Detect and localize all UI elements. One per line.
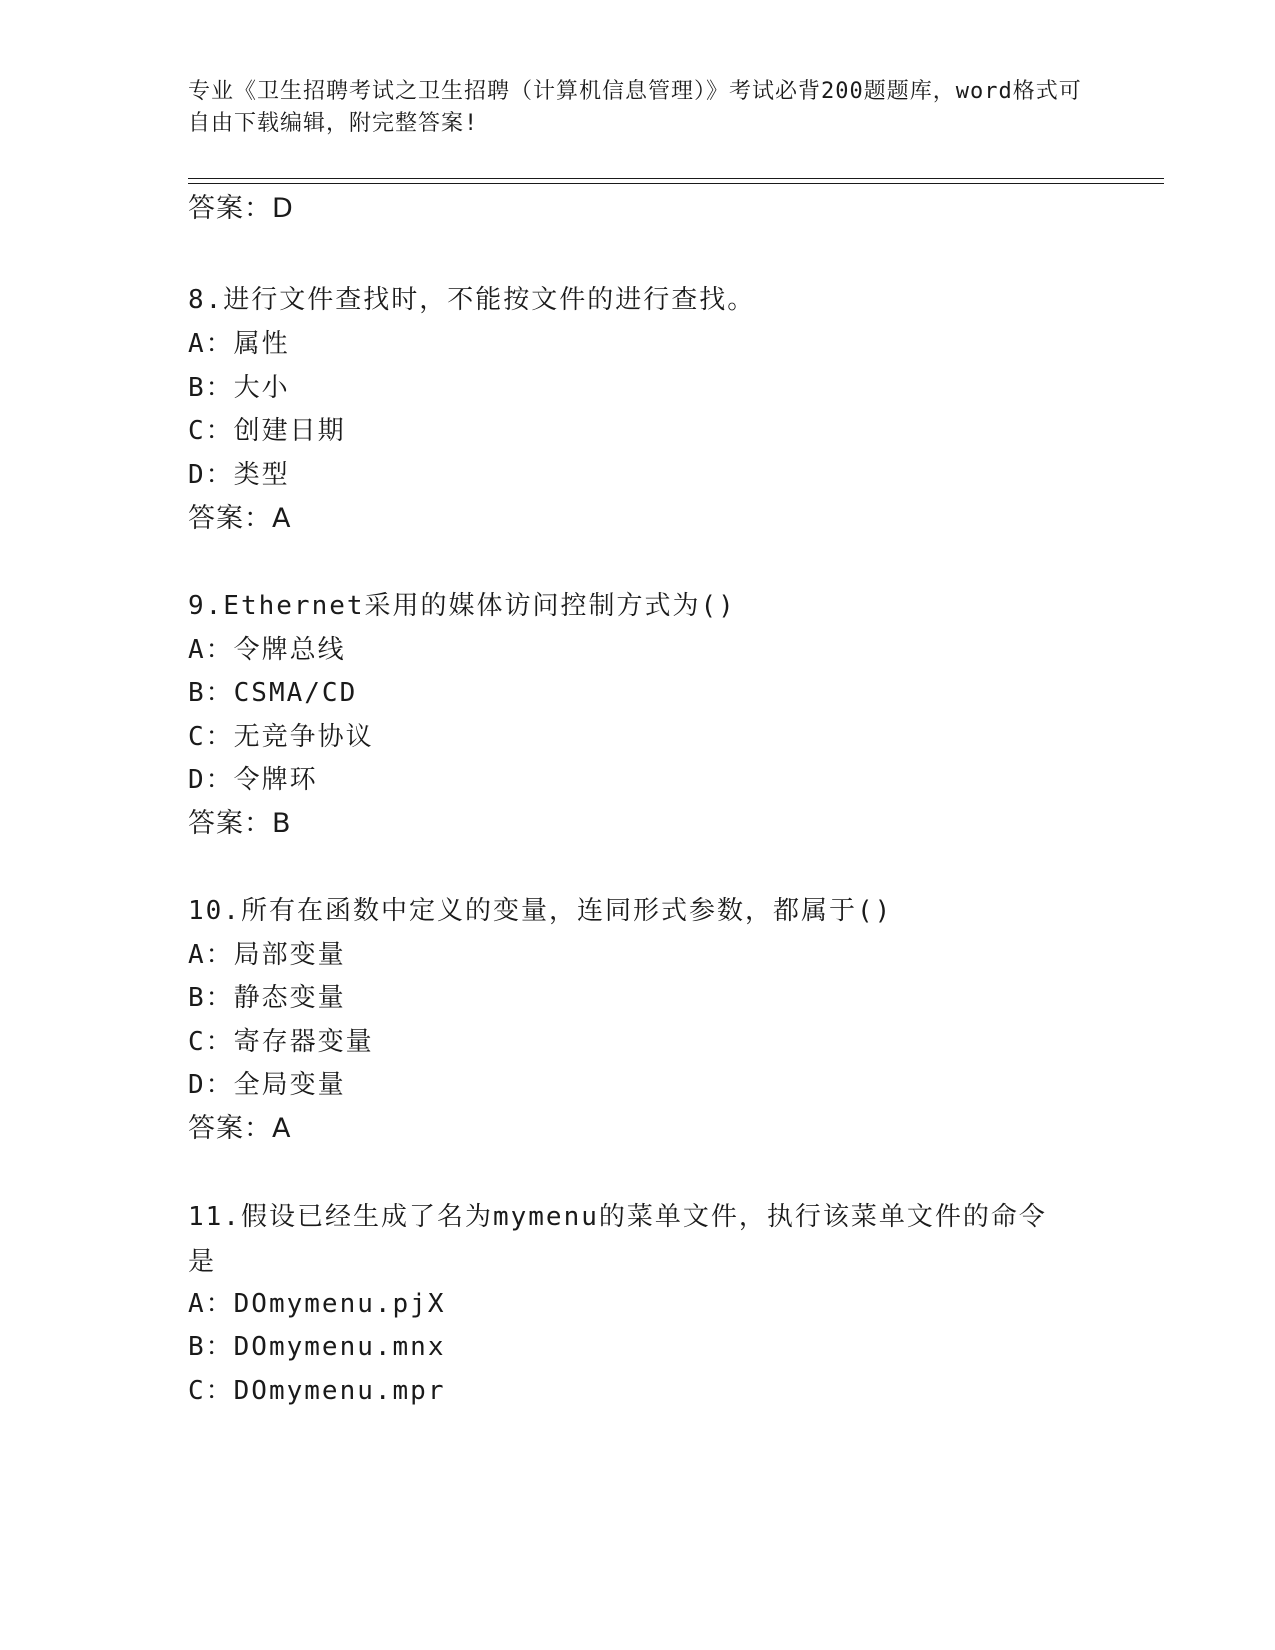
answer-line: 答案：A — [188, 1113, 292, 1144]
option-d: D：类型 — [188, 460, 290, 490]
answer-line: 答案：A — [188, 503, 292, 534]
option-b: B：CSMA/CD — [188, 678, 358, 708]
option-d: D：令牌环 — [188, 765, 318, 795]
option-c: C：寄存器变量 — [188, 1027, 374, 1057]
option-a: A：局部变量 — [188, 940, 346, 970]
answer-line: 答案：B — [188, 808, 292, 839]
option-c: C：DOmymenu.mpr — [188, 1376, 446, 1406]
option-b: B：大小 — [188, 373, 290, 403]
document-header: 专业《卫生招聘考试之卫生招聘（计算机信息管理）》考试必背200题题库，word格式可自由下载编辑，附完整答案! — [188, 79, 1082, 136]
option-b: B：静态变量 — [188, 983, 346, 1013]
option-a: A：令牌总线 — [188, 635, 346, 665]
option-d: D：全局变量 — [188, 1070, 346, 1100]
question-stem: 10.所有在函数中定义的变量，连同形式参数，都属于() — [188, 896, 893, 926]
option-c: C：无竞争协议 — [188, 722, 374, 752]
option-a: A：属性 — [188, 329, 290, 359]
answer-line: 答案：D — [188, 193, 294, 224]
header-divider — [188, 178, 1164, 179]
header-divider-double — [188, 183, 1164, 184]
option-c: C：创建日期 — [188, 416, 346, 446]
question-stem: 8.进行文件查找时，不能按文件的进行查找。 — [188, 285, 756, 315]
question-stem: 11.假设已经生成了名为mymenu的菜单文件，执行该菜单文件的命令是 — [188, 1202, 1047, 1277]
option-a: A：DOmymenu.pjX — [188, 1289, 446, 1319]
option-b: B：DOmymenu.mnx — [188, 1332, 446, 1362]
question-stem: 9.Ethernet采用的媒体访问控制方式为() — [188, 591, 736, 621]
